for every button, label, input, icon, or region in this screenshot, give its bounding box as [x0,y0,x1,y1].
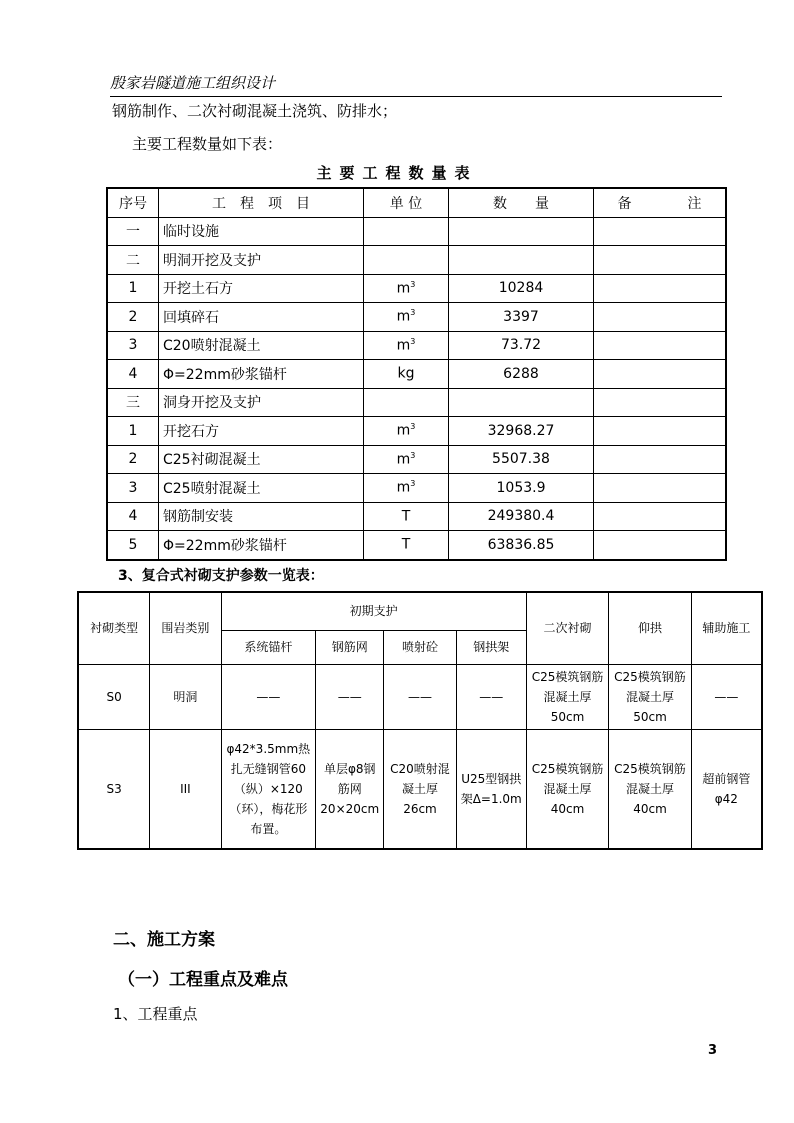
cell-type: S3 [78,729,150,849]
cell-no: 4 [107,502,159,531]
cell-qty: 6288 [449,360,594,389]
cell-aux: —— [691,664,762,729]
unit-text: m [396,423,411,440]
cell-no: 三 [107,388,159,417]
cell-qty [449,388,594,417]
section-title: 二、施工方案 [113,930,215,950]
cell-qty [449,246,594,275]
cell-unit [364,445,449,474]
table-row [107,274,726,303]
cell-unit [364,531,449,560]
cell-note [594,331,727,360]
table-row [107,388,726,417]
cell-invert: C25模筑钢筋混凝土厚50cm [609,664,691,729]
body-text-line: 主要工程数量如下表： [132,135,283,153]
unit-exponent: 3 [410,308,416,318]
table-row [107,474,726,503]
unit-exponent: 3 [410,450,416,460]
cell-no: 3 [107,474,159,503]
cell-note [594,502,727,531]
header-system-bolt: 系统锚杆 [221,630,316,664]
cell-unit [364,246,449,275]
cell-arch: U25型钢拱架Δ=1.0m [456,729,526,849]
body-text-line: 钢筋制作、二次衬砌混凝土浇筑、防排水； [112,102,398,120]
subsection-title: （一）工程重点及难点 [118,970,288,990]
cell-item: C20喷射混凝土 [159,331,364,360]
cell-secondary: C25模筑钢筋混凝土厚50cm [526,664,608,729]
header-rock-class: 围岩类别 [150,592,221,664]
table-row [107,417,726,446]
cell-unit [364,474,449,503]
cell-rock: III [150,729,221,849]
table-row [107,303,726,332]
cell-qty: 1053.9 [449,474,594,503]
table-header-row [107,188,726,217]
cell-unit [364,360,449,389]
cell-secondary: C25模筑钢筋混凝土厚40cm [526,729,608,849]
table-row [107,360,726,389]
header-item: 工 程 项 目 [159,188,364,217]
cell-qty: 63836.85 [449,531,594,560]
unit-text: T [401,508,411,525]
header-qty: 数 量 [449,188,594,217]
cell-note [594,388,727,417]
page-number: 3 [708,1043,718,1058]
cell-no: 2 [107,445,159,474]
table-title: 主要工程数量表 [316,164,478,182]
cell-no: 3 [107,331,159,360]
unit-text: m [396,480,411,497]
table-row [107,502,726,531]
unit-text: kg [397,366,415,383]
cell-unit [364,502,449,531]
unit-exponent: 3 [410,279,416,289]
cell-no: 4 [107,360,159,389]
cell-qty: 73.72 [449,331,594,360]
cell-arch: —— [456,664,526,729]
cell-note [594,445,727,474]
table-row [107,246,726,275]
unit-text: m [396,309,411,326]
cell-shotcrete: C20喷射混凝土厚26cm [384,729,456,849]
cell-qty [449,217,594,246]
cell-no: 1 [107,417,159,446]
table-row [107,217,726,246]
cell-note [594,360,727,389]
cell-note [594,474,727,503]
body-text-line: 1、工程重点 [113,1005,198,1023]
cell-bolt: φ42*3.5mm热扎无缝钢管60（纵）×120（环），梅花形布置。 [221,729,316,849]
unit-exponent: 3 [410,336,416,346]
cell-mesh: —— [316,664,384,729]
cell-item: 回填碎石 [159,303,364,332]
header-steel-arch: 钢拱架 [456,630,526,664]
unit-text: m [396,451,411,468]
cell-qty: 5507.38 [449,445,594,474]
cell-note [594,417,727,446]
cell-unit [364,274,449,303]
cell-mesh: 单层φ8钢筋网20×20cm [316,729,384,849]
cell-note [594,246,727,275]
cell-note [594,303,727,332]
cell-item: C25衬砌混凝土 [159,445,364,474]
header-invert: 仰拱 [609,592,691,664]
table-row [107,531,726,560]
cell-item: Φ=22mm砂浆锚杆 [159,531,364,560]
cell-item: 钢筋制安装 [159,502,364,531]
cell-invert: C25模筑钢筋混凝土厚40cm [609,729,691,849]
document-header: 殷家岩隧道施工组织设计 [110,72,722,97]
header-aux-construction: 辅助施工 [691,592,762,664]
cell-bolt: —— [221,664,316,729]
table-row [78,664,762,729]
cell-unit [364,331,449,360]
unit-exponent: 3 [410,479,416,489]
cell-rock: 明洞 [150,664,221,729]
cell-no: 5 [107,531,159,560]
unit-text: m [396,337,411,354]
header-note: 备 注 [594,188,727,217]
cell-item: C25喷射混凝土 [159,474,364,503]
table-row [107,445,726,474]
cell-item: 洞身开挖及支护 [159,388,364,417]
quantity-table [106,187,727,561]
cell-item: 明洞开挖及支护 [159,246,364,275]
cell-note [594,274,727,303]
cell-type: S0 [78,664,150,729]
cell-qty: 249380.4 [449,502,594,531]
header-unit: 单 位 [364,188,449,217]
cell-unit [364,417,449,446]
cell-unit [364,303,449,332]
lining-parameter-table [77,591,763,850]
cell-no: 1 [107,274,159,303]
cell-no: 2 [107,303,159,332]
cell-aux: 超前钢管φ42 [691,729,762,849]
table-row [78,729,762,849]
header-steel-mesh: 钢筋网 [316,630,384,664]
cell-unit [364,388,449,417]
cell-unit [364,217,449,246]
table-row [107,331,726,360]
cell-no: 一 [107,217,159,246]
cell-qty: 32968.27 [449,417,594,446]
cell-shotcrete: —— [384,664,456,729]
cell-item: 开挖石方 [159,417,364,446]
cell-no: 二 [107,246,159,275]
unit-text: T [401,537,411,554]
header-shotcrete: 喷射砼 [384,630,456,664]
cell-item: Φ=22mm砂浆锚杆 [159,360,364,389]
header-lining-type: 衬砌类型 [78,592,150,664]
cell-item: 开挖土石方 [159,274,364,303]
cell-item: 临时设施 [159,217,364,246]
cell-note [594,531,727,560]
unit-exponent: 3 [410,422,416,432]
unit-text: m [396,280,411,297]
header-secondary-lining: 二次衬砌 [526,592,608,664]
cell-note [594,217,727,246]
cell-qty: 3397 [449,303,594,332]
table-title: 3、复合式衬砌支护参数一览表： [118,568,324,584]
header-no: 序号 [107,188,159,217]
header-primary-support: 初期支护 [221,592,526,630]
cell-qty: 10284 [449,274,594,303]
